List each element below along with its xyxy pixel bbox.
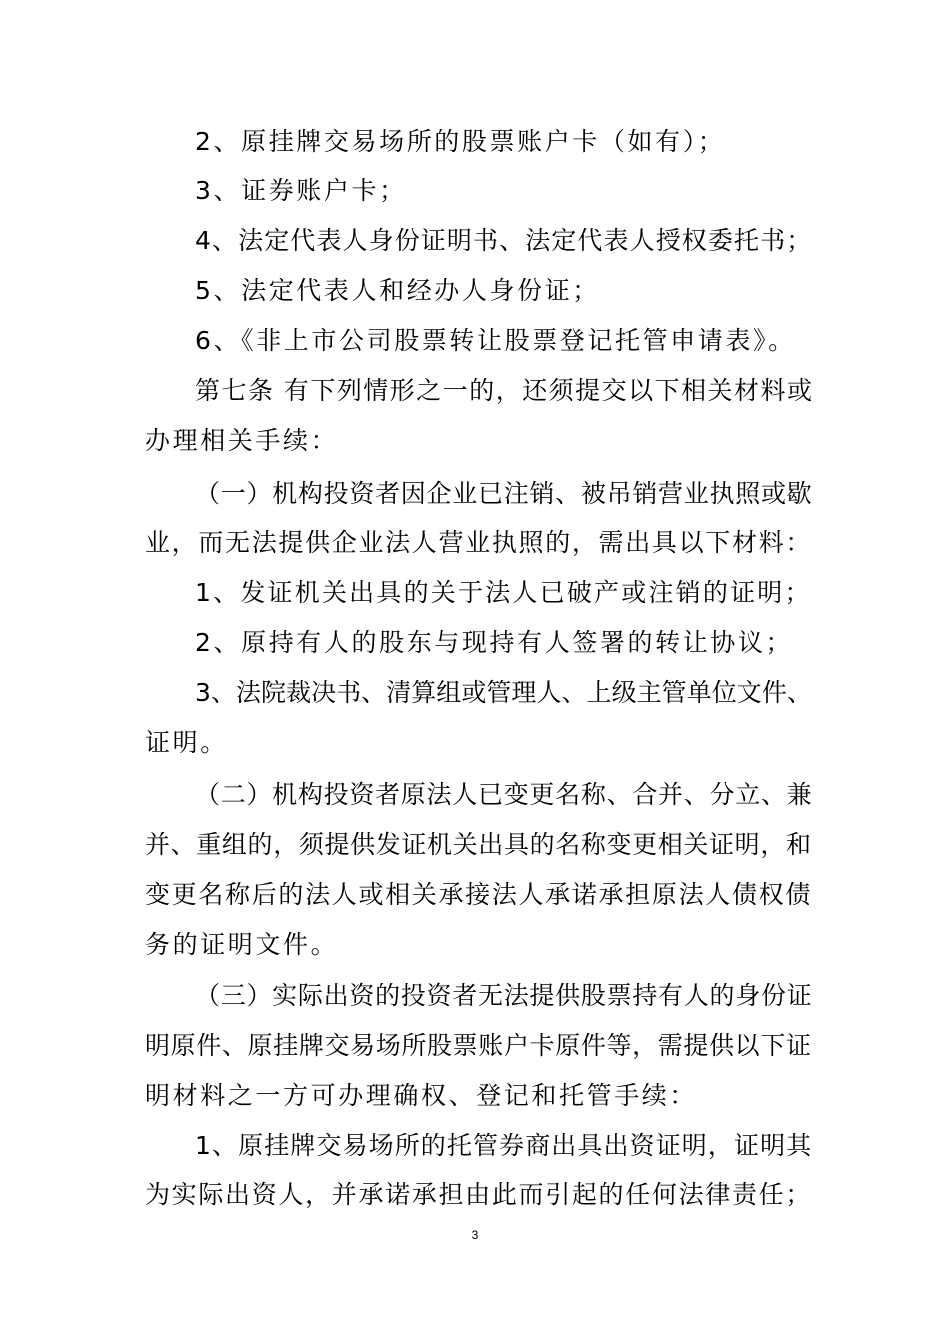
text-line: 2、原持有人的股东与现持有人签署的转让协议； (195, 628, 794, 657)
text-line: 5、法定代表人和经办人身份证； (195, 276, 600, 305)
text-line: 明材料之一方可办理确权、登记和托管手续： (145, 1081, 698, 1110)
text-line: 3、法院裁决书、清算组或管理人、上级主管单位文件、 (195, 678, 812, 707)
text-line: （三）实际出资的投资者无法提供股票持有人的身份证 (195, 981, 813, 1010)
text-line: 1、原挂牌交易场所的托管券商出具出资证明，证明其 (195, 1131, 813, 1160)
text-line: 2、原挂牌交易场所的股票账户卡（如有）； (195, 127, 726, 156)
text-line: 4、法定代表人身份证明书、法定代表人授权委托书； (195, 226, 813, 255)
text-line: （二）机构投资者原法人已变更名称、合并、分立、兼 (195, 780, 813, 809)
text-line: 并、重组的，须提供发证机关出具的名称变更相关证明，和 (145, 830, 812, 859)
text-line: 变更名称后的法人或相关承接法人承诺承担原法人债权债 (145, 880, 813, 909)
text-line: 6、《非上市公司股票转让股票登记托管申请表》。 (195, 326, 796, 355)
text-line: 业，而无法提供企业法人营业执照的，需出具以下材料： (145, 528, 813, 557)
text-line: 务的证明文件。 (145, 930, 339, 959)
text-line: （一）机构投资者因企业已注销、被吊销营业执照或歇 (195, 479, 813, 508)
text-line: 明原件、原挂牌交易场所股票账户卡原件等，需提供以下证 (145, 1031, 812, 1060)
text-line: 办理相关手续： (145, 426, 339, 455)
text-line: 3、证券账户卡； (195, 176, 407, 205)
page-number: 3 (471, 1228, 479, 1242)
text-line: 1、发证机关出具的关于法人已破产或注销的证明； (195, 578, 812, 607)
text-line: 为实际出资人，并承诺承担由此而引起的任何法律责任； (145, 1180, 813, 1209)
text-line: 证明。 (145, 728, 228, 757)
article-heading-line: 第七条 有下列情形之一的，还须提交以下相关材料或 (195, 376, 814, 405)
